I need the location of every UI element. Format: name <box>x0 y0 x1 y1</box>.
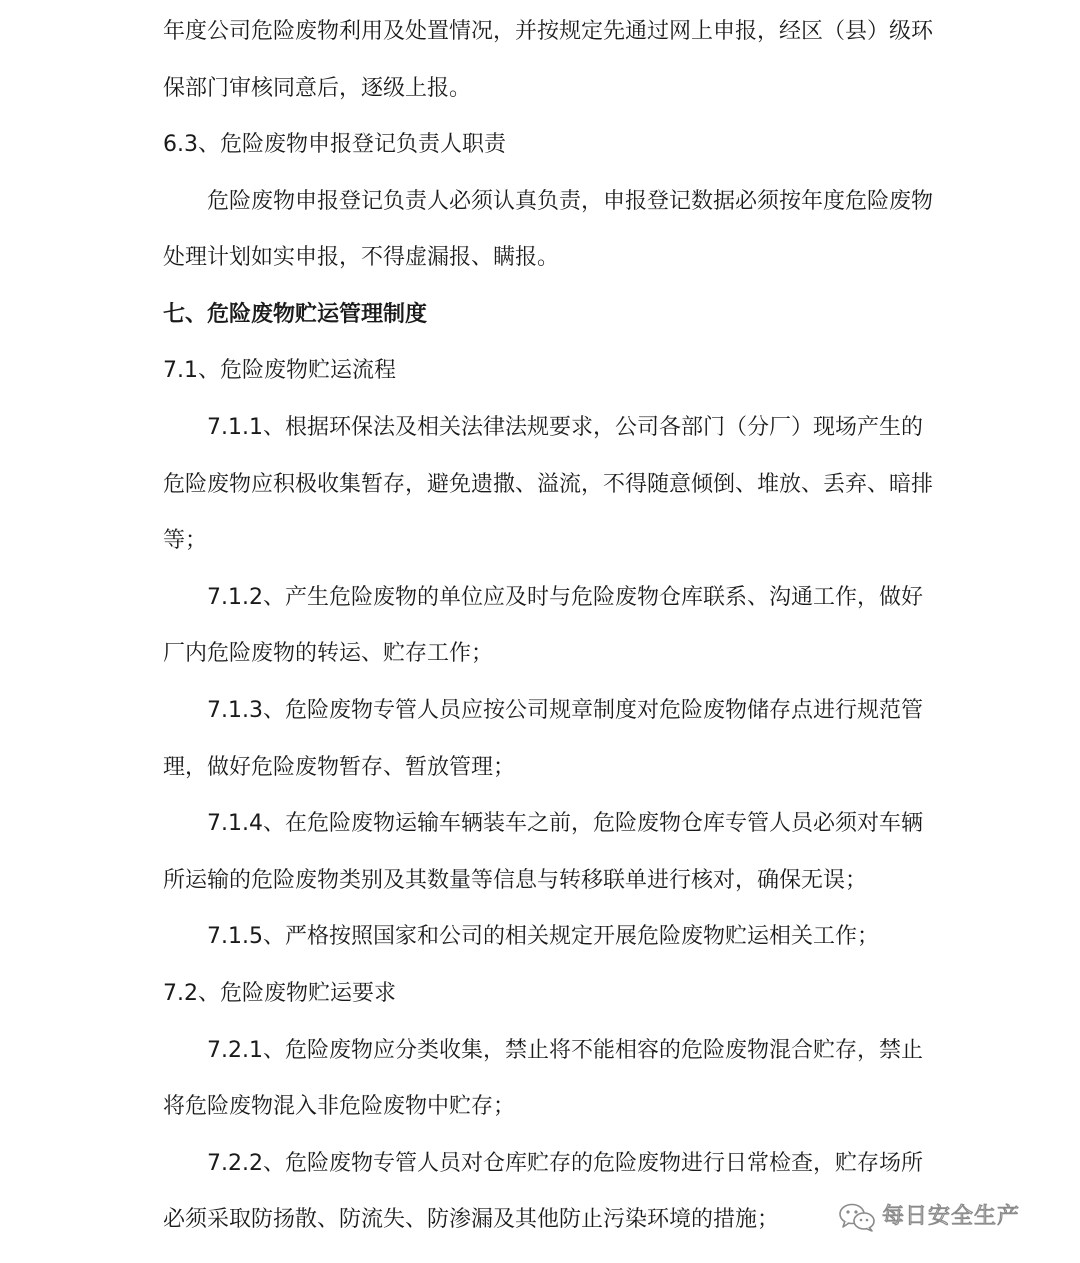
text-line: 7.2.2、危险废物专管人员对仓库贮存的危险废物进行日常检查，贮存场所 <box>207 1151 923 1176</box>
chapter-heading-7: 七、危险废物贮运管理制度 <box>163 302 428 327</box>
text-line: 7.2.1、危险废物应分类收集，禁止将不能相容的危险废物混合贮存，禁止 <box>207 1038 923 1063</box>
text-line: 7.1.3、危险废物专管人员应按公司规章制度对危险废物储存点进行规范管 <box>207 698 923 723</box>
text-line: 处理计划如实申报，不得虚漏报、瞒报。 <box>163 245 560 270</box>
section-heading-6-3: 6.3、危险废物申报登记负责人职责 <box>163 132 506 157</box>
text-line: 危险废物应积极收集暂存，避免遗撒、溢流，不得随意倾倒、堆放、丢弃、暗排 <box>163 472 934 497</box>
text-line: 7.1.5、严格按照国家和公司的相关规定开展危险废物贮运相关工作； <box>207 924 879 949</box>
text-line: 7.1.4、在危险废物运输车辆装车之前，危险废物仓库专管人员必须对车辆 <box>207 811 923 836</box>
text-line: 年度公司危险废物利用及处置情况，并按规定先通过网上申报，经区（县）级环 <box>163 19 934 44</box>
text-line: 厂内危险废物的转运、贮存工作； <box>163 641 494 666</box>
section-heading-7-1: 7.1、危险废物贮运流程 <box>163 358 396 383</box>
section-heading-7-2: 7.2、危险废物贮运要求 <box>163 981 396 1006</box>
text-line: 7.1.1、根据环保法及相关法律法规要求，公司各部门（分厂）现场产生的 <box>207 415 923 440</box>
text-line: 保部门审核同意后，逐级上报。 <box>163 76 472 101</box>
text-line: 7.1.2、产生危险废物的单位应及时与危险废物仓库联系、沟通工作，做好 <box>207 585 923 610</box>
wechat-icon <box>838 1202 876 1232</box>
text-line: 危险废物申报登记负责人必须认真负责，申报登记数据必须按年度危险废物 <box>207 189 934 214</box>
text-line: 理，做好危险废物暂存、暂放管理； <box>163 755 516 780</box>
wechat-watermark <box>838 1200 1020 1234</box>
text-line: 等； <box>163 528 208 553</box>
text-line: 将危险废物混入非危险废物中贮存； <box>163 1094 516 1119</box>
watermark-text: 每日安全生产 <box>882 1204 1021 1229</box>
text-line: 必须采取防扬散、防流失、防渗漏及其他防止污染环境的措施； <box>163 1207 780 1232</box>
text-line: 所运输的危险废物类别及其数量等信息与转移联单进行核对，确保无误； <box>163 868 868 893</box>
